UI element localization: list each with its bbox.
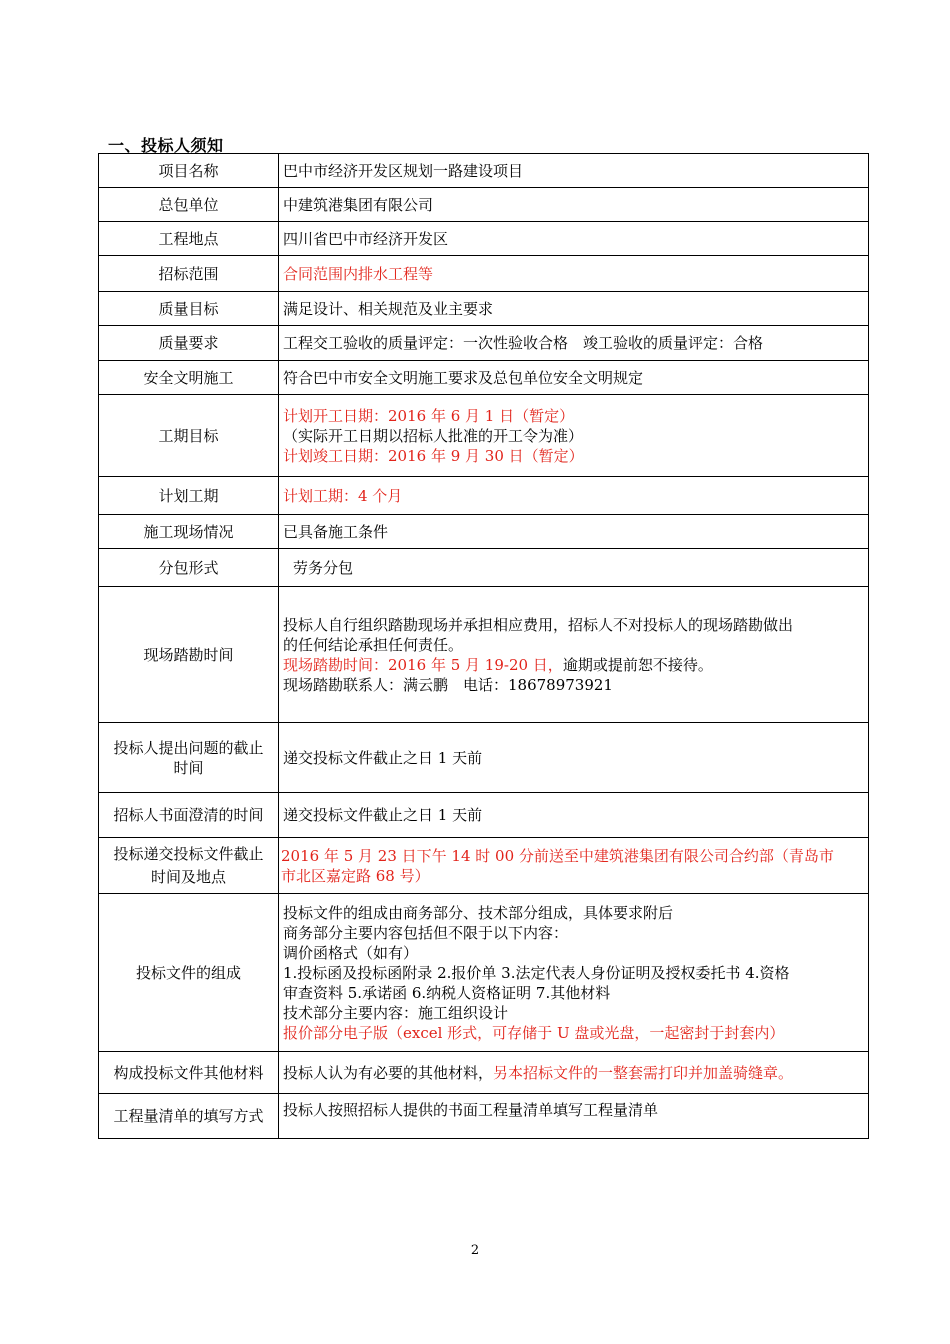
row-label-planned-duration: 计划工期 <box>99 477 279 515</box>
row-value-schedule-target <box>279 395 869 477</box>
bid-composition-line-6: 技术部分主要内容：施工组织设计 <box>283 1003 509 1022</box>
bid-composition-line-2: 商务部分主要内容包括但不限于以下内容： <box>283 923 569 942</box>
table-row <box>99 256 869 292</box>
row-label-submission-deadline <box>99 838 279 894</box>
table-row <box>99 723 869 793</box>
site-visit-paragraph-line-2: 的任何结论承担任何责任。 <box>283 635 464 654</box>
row-label-site-visit: 现场踏勘时间 <box>99 587 279 723</box>
table-row <box>99 154 869 188</box>
bid-composition-line-3: 调价函格式（如有） <box>283 943 419 962</box>
question-deadline-label-line-2: 时间 <box>173 758 204 777</box>
table-row <box>99 477 869 515</box>
submission-deadline-label-line-2: 时间及地点 <box>150 867 226 886</box>
table-row <box>99 1052 869 1094</box>
row-label-project-name: 项目名称 <box>99 154 279 188</box>
row-label-general-contractor: 总包单位 <box>99 188 279 222</box>
submission-deadline-line-2: 市北区嘉定路 68 号） <box>281 866 430 885</box>
row-value-project-name: 巴中市经济开发区规划一路建设项目 <box>279 154 869 188</box>
table-row <box>99 1094 869 1139</box>
table-row <box>99 395 869 477</box>
table-row <box>99 326 869 361</box>
section-heading: 一、投标人须知 <box>108 136 224 155</box>
start-date-note: （实际开工日期以招标人批准的开工令为准） <box>283 426 584 445</box>
table-row <box>99 587 869 723</box>
table-row <box>99 549 869 587</box>
site-visit-time: 现场踏勘时间：2016 年 5 月 19-20 日， <box>283 655 563 674</box>
table-row <box>99 188 869 222</box>
bid-composition-electronic-copy: 报价部分电子版（excel 形式，可存储于 U 盘或光盘，一起密封于封套内） <box>283 1023 785 1042</box>
row-value-site-visit <box>279 587 869 723</box>
row-value-clarification-time: 递交投标文件截止之日 1 天前 <box>279 793 869 838</box>
row-value-location: 四川省巴中市经济开发区 <box>279 222 869 256</box>
site-visit-time-line <box>283 655 864 675</box>
planned-start-date: 计划开工日期：2016 年 6 月 1 日（暂定） <box>283 406 575 425</box>
row-label-quality-requirement: 质量要求 <box>99 326 279 361</box>
row-value-question-deadline: 递交投标文件截止之日 1 天前 <box>279 723 869 793</box>
row-label-other-materials: 构成投标文件其他材料 <box>99 1052 279 1094</box>
row-value-quality-requirement: 工程交工验收的质量评定：一次性验收合格 竣工验收的质量评定：合格 <box>279 326 869 361</box>
table-row <box>99 838 869 894</box>
row-label-subcontract-form: 分包形式 <box>99 549 279 587</box>
page-number: 2 <box>470 1243 480 1258</box>
row-value-general-contractor: 中建筑港集团有限公司 <box>279 188 869 222</box>
row-value-submission-deadline <box>279 838 869 894</box>
other-materials-stamp-note: 另本招标文件的一整套需打印并加盖骑缝章。 <box>493 1063 794 1082</box>
bid-composition-line-4: 1.投标函及投标函附录 2.报价单 3.法定代表人身份证明及授权委托书 4.资格 <box>283 963 790 982</box>
row-value-site-condition: 已具备施工条件 <box>279 515 869 549</box>
bid-composition-line-5: 审查资料 5.承诺函 6.纳税人资格证明 7.其他材料 <box>283 983 611 1002</box>
row-label-question-deadline <box>99 723 279 793</box>
other-materials-text: 投标人认为有必要的其他材料， <box>283 1063 494 1082</box>
table-row <box>99 894 869 1052</box>
row-value-planned-duration: 计划工期：4 个月 <box>279 477 869 515</box>
table-row <box>99 361 869 395</box>
row-value-scope: 合同范围内排水工程等 <box>279 256 869 292</box>
bid-composition-line-1: 投标文件的组成由商务部分、技术部分组成，具体要求附后 <box>283 903 674 922</box>
bidder-instructions-table <box>98 153 869 1139</box>
submission-deadline-label-line-1: 投标递交投标文件截止 <box>113 844 264 863</box>
site-visit-time-note: 逾期或提前恕不接待。 <box>562 655 713 674</box>
row-label-quality-target: 质量目标 <box>99 292 279 326</box>
row-label-bid-composition: 投标文件的组成 <box>99 894 279 1052</box>
row-label-schedule-target: 工期目标 <box>99 395 279 477</box>
row-label-scope: 招标范围 <box>99 256 279 292</box>
table-row <box>99 793 869 838</box>
row-label-site-condition: 施工现场情况 <box>99 515 279 549</box>
site-visit-contact: 现场踏勘联系人：满云鹏 电话：18678973921 <box>283 675 613 694</box>
row-label-bill-of-quantities: 工程量清单的填写方式 <box>99 1094 279 1139</box>
row-value-bill-of-quantities: 投标人按照招标人提供的书面工程量清单填写工程量清单 <box>279 1094 869 1139</box>
row-label-location: 工程地点 <box>99 222 279 256</box>
submission-deadline-line-1: 2016 年 5 月 23 日下午 14 时 00 分前送至中建筑港集团有限公司合约部（青岛市 <box>281 846 834 865</box>
table-row <box>99 515 869 549</box>
table-row <box>99 222 869 256</box>
row-value-other-materials <box>279 1052 869 1094</box>
row-value-bid-composition <box>279 894 869 1052</box>
question-deadline-label-line-1: 投标人提出问题的截止 <box>113 738 264 757</box>
row-value-quality-target: 满足设计、相关规范及业主要求 <box>279 292 869 326</box>
planned-completion-date: 计划竣工日期：2016 年 9 月 30 日（暂定） <box>283 446 584 465</box>
site-visit-paragraph-line-1: 投标人自行组织踏勘现场并承担相应费用，招标人不对投标人的现场踏勘做出 <box>283 615 794 634</box>
row-value-safety: 符合巴中市安全文明施工要求及总包单位安全文明规定 <box>279 361 869 395</box>
table-row <box>99 292 869 326</box>
row-value-subcontract-form: 劳务分包 <box>279 549 869 587</box>
row-label-clarification-time: 招标人书面澄清的时间 <box>99 793 279 838</box>
row-label-safety: 安全文明施工 <box>99 361 279 395</box>
